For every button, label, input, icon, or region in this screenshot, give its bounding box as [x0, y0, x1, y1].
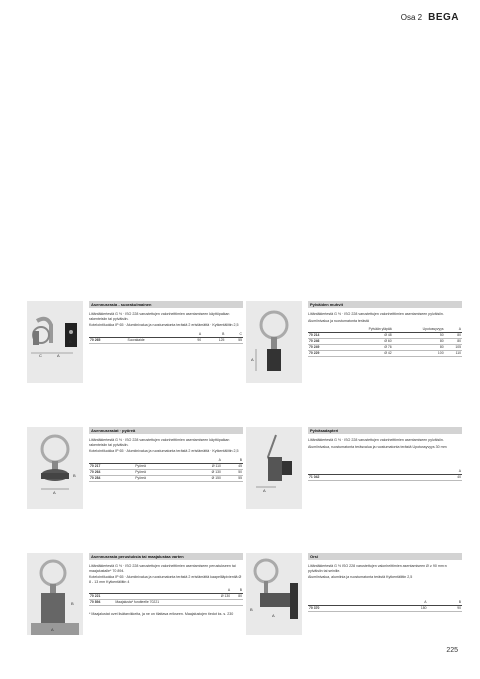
table-row: 70 284 Pyöreä Ø 150 55 — [90, 475, 242, 480]
product-image — [27, 553, 83, 635]
card-description: Liitäntäkiertestä G ½ ISO 228 varustettujen valonheittimien asentamiseen Ø ≥ 90 mm:n pylväisiin tai seiniile. — [308, 564, 447, 573]
product-card-foundation-box — [27, 553, 243, 653]
dim-label-a: A — [272, 613, 275, 618]
table-row: 70 264 Pyöreä Ø 130 50 — [90, 469, 242, 474]
product-image — [27, 301, 83, 383]
product-card-pole-adapter — [246, 427, 462, 511]
product-image — [246, 301, 302, 383]
dim-label-a: A — [263, 488, 266, 493]
card-title: Pylväiden muhvit — [308, 301, 462, 308]
card-spec: Alumiinivalua, ruostumatonta teräsvalua ja ruostumatonta terästä Upotussyvyys 30 mm — [308, 444, 447, 449]
card-spec: Kotelointiluokka IP 65 · Alumiinivalua ja ruostumatonta terästä 2 eristämättä kaapeliläpivientiä Ø 8 - 13 mm Kytkentäliitin 4 — [89, 575, 242, 584]
product-table: A 71 042 40 — [309, 469, 461, 480]
product-card-pole-sleeves — [246, 301, 462, 385]
card-title: Asennusrasiat · pyöreä — [89, 427, 243, 434]
card-spec: Kotelointiluokka IP 65 · Alumiinivalua ja ruostumatonta terästä 2 eristämättä · Kytkentäliitin 2,5 — [89, 449, 239, 454]
card-title: Asennusrasia - suorakulmainen — [89, 301, 243, 308]
dim-label-a: A — [251, 357, 254, 362]
product-card-rectangular-box — [27, 301, 243, 385]
footnote: * Maajalustat ovet lisätarvikkeita, ja ne on tilattava erikseen. Maajalustojen tiedot ks. s. 230 — [89, 612, 234, 617]
card-title: Orsi — [308, 553, 462, 560]
product-table: A B 70 221 Ø 130 80 70 894 Maajalusta* fundteelle 70221 — [90, 588, 242, 605]
dim-label-b: B — [73, 473, 76, 478]
product-image — [246, 553, 302, 635]
card-description: Liitäntäkiertestä G ½ · ISO 228 varustettujen valonheittimien asentamiseen käyttöpaikan rakenteisiin tai pylväisiin. — [89, 312, 230, 321]
table-row: 70 894 Maajalusta* fundteelle 70221 — [89, 600, 243, 606]
card-spec: Alumiinivalua ja ruostumatonta terästä — [308, 318, 369, 323]
card-description: Liitäntäkiertestä G ½ · ISO 228 varustettujen valonheittimien asentamiseen perustukseen tai maajalustalle* 70 894. — [89, 564, 236, 573]
product-table: A B C 70 265 Suorakaide 90 125 55 — [90, 331, 242, 342]
product-card-round-boxes — [27, 427, 243, 511]
table-row: 71 042 40 — [309, 475, 461, 480]
card-title: Pylväsadapteri — [308, 427, 462, 434]
dim-label-a: A — [53, 490, 56, 495]
product-image — [246, 427, 302, 509]
card-description: Liitäntäkiertestä G ½ · ISO 228 varustettujen valonheittimien asentamiseen käyttöpaikan rakenteisiin tai pylväisiin. — [89, 438, 230, 447]
table-row: 70 217 Pyöreä Ø 110 45 — [90, 463, 242, 468]
table-row: 70 370 180 90 — [309, 605, 461, 610]
table-row: 70 249 Ø 76 80 105 — [309, 345, 461, 350]
table-row: 70 265 Suorakaide 90 125 55 — [90, 337, 242, 342]
dim-label-a: A — [51, 627, 54, 632]
card-spec: Alumiinivalua, alumiinia ja ruostumatonta terästä Kytkentäliitin 2,5 — [308, 575, 413, 580]
card-spec: Kotelointiluokka IP 65 · Alumiinivalua ja ruostumatonta terästä 2 eristämättä · Kytkentäliitin 2,5 — [89, 323, 239, 328]
product-table: A B 70 217 Pyöreä Ø 110 45 70 264 Pyöreä Ø 130 50 70 284 Pyöreä Ø 150 55 — [90, 457, 242, 480]
dim-label-b: B — [71, 601, 74, 606]
page-number: 225 — [446, 647, 458, 654]
dim-label-b: B — [69, 339, 72, 344]
product-table: A B 70 370 180 90 — [309, 599, 461, 610]
table-row: 70 221 Ø 130 80 — [90, 594, 242, 599]
product-table: Pylvään yläpää Upotussyvyys A 70 214 Ø 48 50 80 70 246 Ø 60 80 80 70 249 Ø 76 80 105 70 229 Ø 42 100 110 — [309, 327, 461, 356]
table-row: 70 214 Ø 48 50 80 — [309, 333, 461, 338]
section-label: Osa 2 — [400, 13, 423, 22]
brand-logo: BEGA — [428, 12, 459, 23]
card-description: Liitäntäkiertestä G ½ · ISO 228 varustettujen valonheittimien asentamiseen pylväisiin. — [308, 438, 444, 442]
dim-label-c: C — [39, 353, 42, 358]
table-row: 70 246 Ø 60 80 80 — [309, 339, 461, 344]
product-card-crossarm — [246, 553, 462, 637]
table-row: 70 229 Ø 42 100 110 — [309, 351, 461, 356]
page-header — [401, 12, 459, 23]
card-title: Asennusrasia perustuksia tai maajalustaa varten — [89, 553, 243, 560]
product-image — [27, 427, 83, 509]
card-description: Liitäntäkiertestä G ½ · ISO 228 varustettujen valonheittimien asentamiseen pylväisiin. — [308, 312, 444, 316]
dim-label-b: B — [250, 607, 253, 612]
dim-label-a: A — [57, 353, 60, 358]
